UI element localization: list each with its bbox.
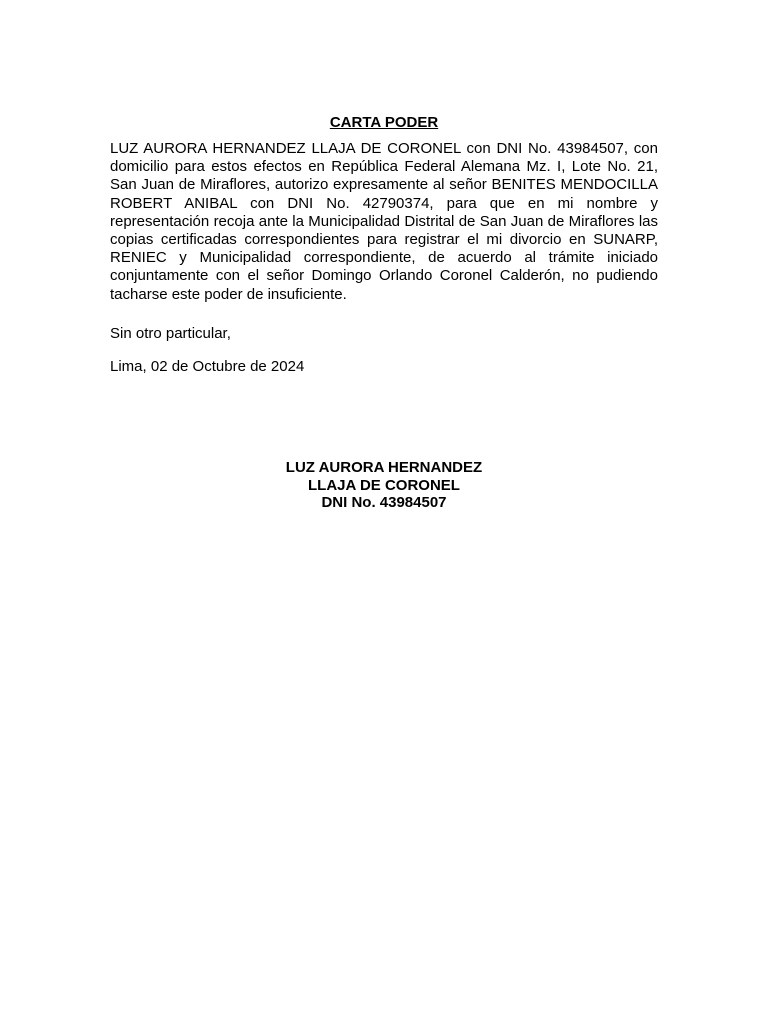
signature-name-line-1: LUZ AURORA HERNANDEZ — [285, 459, 483, 476]
document-body-paragraph: LUZ AURORA HERNANDEZ LLAJA DE CORONEL con DNI No. 43984507, con domicilio para estos efectos en República Federal Alemana Mz. I, Lote No. 21, San Juan de Miraflores, autorizo expresamente al señor BENITES MENDOCILLA ROBERT ANIBAL con DNI No. 42790374, para que en mi nombre y representación recoja ante la Municipalidad Distrital de San Juan de Miraflores las copias certificadas correspondientes para registrar el mi divorcio en SUNARP, RENIEC y Municipalidad correspondiente, de acuerdo al trámite iniciado conjuntamente con el señor Domingo Orlando Coronel Calderón, no pudiendo tacharse este poder de insuficiente. — [110, 140, 658, 303]
date-line: Lima, 02 de Octubre de 2024 — [110, 358, 305, 375]
signature-block — [0, 459, 768, 512]
document-title: CARTA PODER — [329, 114, 439, 131]
signature-name-line-2: LLAJA DE CORONEL — [308, 476, 460, 494]
signature-dni-line: DNI No. 43984507 — [321, 494, 447, 511]
closing-line: Sin otro particular, — [110, 325, 231, 342]
